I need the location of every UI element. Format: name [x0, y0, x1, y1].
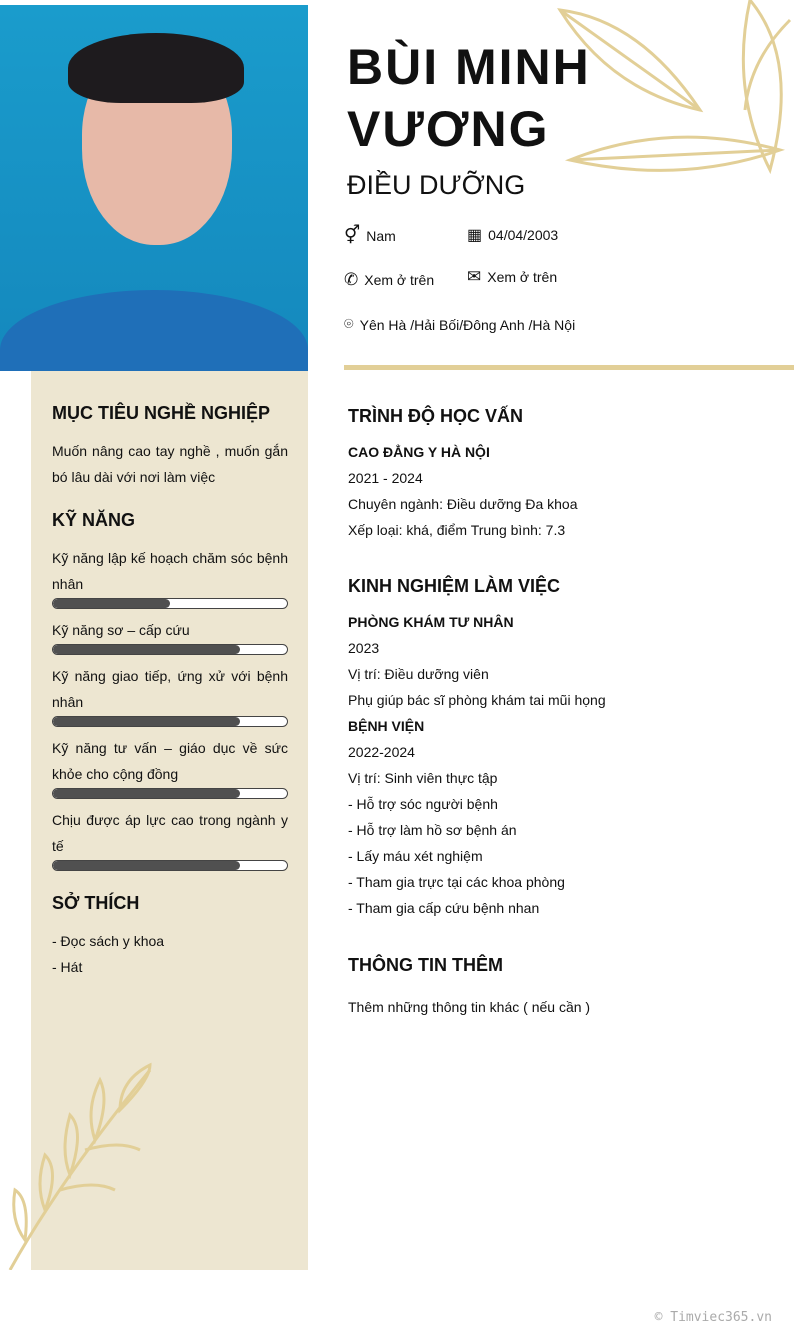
job-detail: - Lấy máu xét nghiệm: [348, 848, 483, 864]
gender-icon: ⚥: [344, 225, 361, 245]
skill-level-bar: [52, 860, 288, 871]
hobby-item: - Hát: [52, 959, 83, 975]
skill-label: Kỹ năng giao tiếp, ứng xử với bệnh nhân: [52, 668, 288, 710]
skills-list: [52, 545, 288, 871]
skill-level-bar: [52, 598, 288, 609]
education-heading: TRÌNH ĐỘ HỌC VẤN: [348, 406, 523, 426]
skills-heading: KỸ NĂNG: [52, 510, 136, 530]
extra-section: [348, 955, 788, 1020]
education-grade: Xếp loại: khá, điểm Trung bình: 7.3: [348, 522, 566, 538]
hobbies-list: [52, 928, 288, 980]
job-title: ĐIỀU DƯỠNG: [347, 170, 526, 200]
job-place: PHÒNG KHÁM TƯ NHÂN: [348, 614, 514, 630]
job-detail: Vị trí: Điều dưỡng viên: [348, 666, 489, 682]
email-info: ✉ Xem ở trên: [467, 267, 558, 286]
skill-item: [52, 735, 288, 799]
skill-item: [52, 663, 288, 727]
hobby-item: - Đọc sách y khoa: [52, 933, 165, 949]
extra-text: Thêm những thông tin khác ( nếu cần ): [348, 999, 591, 1015]
gender-info: ⚥ Nam: [344, 225, 396, 245]
job-detail: - Hỗ trợ làm hồ sơ bệnh án: [348, 822, 517, 838]
phone-icon: ✆: [344, 270, 359, 289]
education-major: Chuyên ngành: Điều dưỡng Đa khoa: [348, 496, 578, 512]
job-detail: - Tham gia cấp cứu bệnh nhan: [348, 900, 540, 916]
address-info: ⌾ Yên Hà /Hải Bối/Đông Anh /Hà Nội: [344, 316, 576, 333]
skill-label: Chịu được áp lực cao trong ngành y tế: [52, 812, 288, 854]
candidate-name: BÙI MINH VƯƠNG: [347, 39, 591, 157]
job-entry: [348, 609, 788, 713]
objective-text: Muốn nâng cao tay nghề , muốn gắn bó lâu dài với nơi làm việc: [52, 443, 288, 485]
objective-heading: MỤC TIÊU NGHỀ NGHIỆP: [52, 403, 271, 423]
footer-watermark: © Timviec365.vn: [654, 1310, 772, 1325]
extra-heading: THÔNG TIN THÊM: [348, 955, 503, 975]
phone-info: ✆ Xem ở trên: [344, 270, 435, 289]
skill-level-fill: [53, 861, 240, 870]
skill-level-bar: [52, 788, 288, 799]
skill-level-fill: [53, 645, 240, 654]
hobbies-heading: SỞ THÍCH: [52, 893, 140, 913]
leaf-decoration-bottom-icon: [0, 1060, 160, 1270]
experience-heading: KINH NGHIỆM LÀM VIỆC: [348, 576, 561, 596]
skill-item: [52, 807, 288, 871]
education-years: 2021 - 2024: [348, 470, 423, 486]
job-detail: 2022-2024: [348, 744, 415, 760]
education-section: [348, 406, 788, 543]
birthday-info: ▦ 04/04/2003: [467, 227, 559, 244]
skill-level-bar: [52, 644, 288, 655]
skill-level-fill: [53, 599, 170, 608]
skill-item: [52, 617, 288, 655]
job-detail: - Tham gia trực tại các khoa phòng: [348, 874, 565, 890]
divider: [344, 365, 794, 370]
calendar-icon: ▦: [467, 227, 483, 244]
school-name: CAO ĐẲNG Y HÀ NỘI: [348, 444, 490, 460]
skill-level-bar: [52, 716, 288, 727]
job-detail: 2023: [348, 640, 380, 656]
profile-photo: [0, 5, 308, 371]
experience-section: [348, 576, 788, 921]
skill-label: Kỹ năng tư vấn – giáo dục về sức khỏe cho cộng đồng: [52, 740, 288, 782]
skill-label: Kỹ năng lập kế hoạch chăm sóc bệnh nhân: [52, 550, 288, 592]
skill-label: Kỹ năng sơ – cấp cứu: [52, 622, 190, 638]
job-detail: Vị trí: Sinh viên thực tập: [348, 770, 498, 786]
job-entry: [348, 713, 788, 921]
location-pin-icon: ⌾: [344, 316, 354, 333]
job-detail: - Hỗ trợ sóc người bệnh: [348, 796, 498, 812]
job-detail: Phụ giúp bác sĩ phòng khám tai mũi họng: [348, 692, 606, 708]
mail-icon: ✉: [467, 267, 482, 286]
skill-item: [52, 545, 288, 609]
skill-level-fill: [53, 789, 240, 798]
skill-level-fill: [53, 717, 240, 726]
job-place: BỆNH VIỆN: [348, 718, 425, 734]
